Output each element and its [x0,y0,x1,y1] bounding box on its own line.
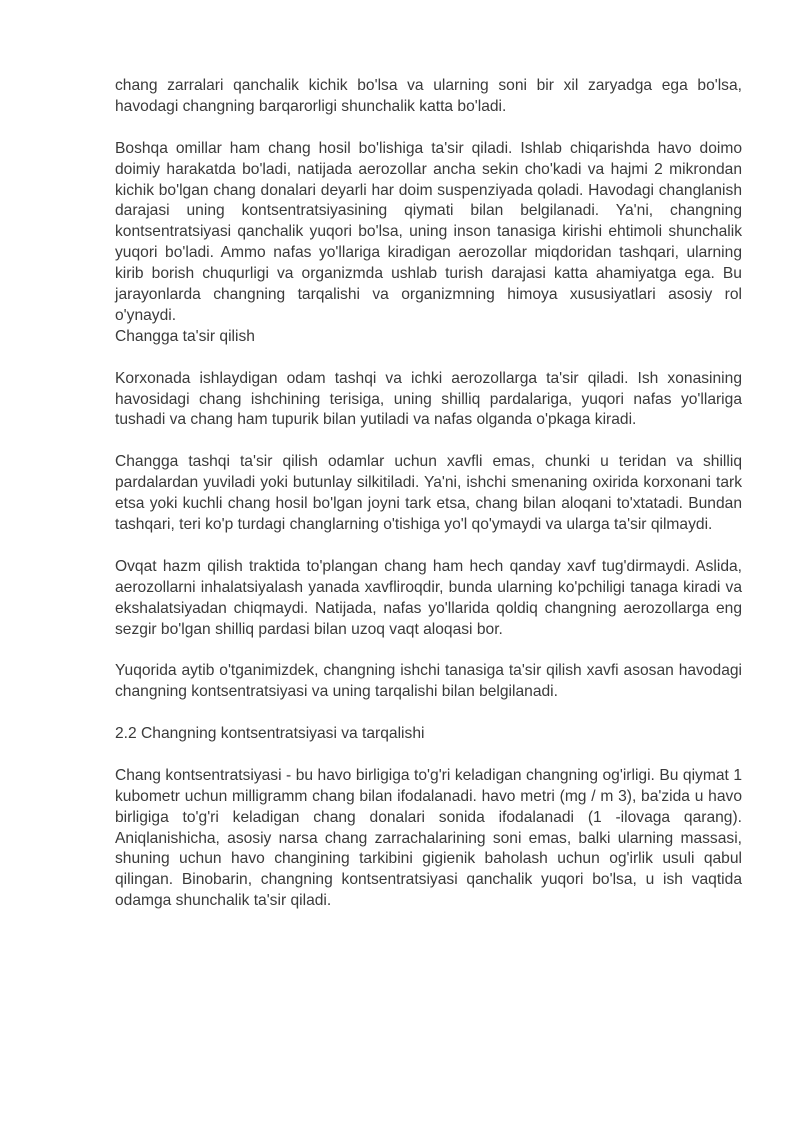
paragraph-workplace-aerosols: Korxonada ishlaydigan odam tashqi va ichki aerozollarga ta'sir qiladi. Ish xonasining havosidagi chang ishchining terisiga, uning shilliq pardalariga, yuqori nafas yo'llariga tushadi va chang ham tupurik bilan yutiladi va nafas olganda o'pkaga kiradi. [115,369,742,429]
paragraph-dust-concentration-definition: Chang kontsentratsiyasi - bu havo birligiga to'g'ri keladigan changning og'irligi. Bu qiymat 1 kubometr uchun milligramm chang bilan ifodalanadi. havo metri (mg / m 3), ba'zida u havo birligiga to'g'ri keladigan chang donalari sonida ifodalanadi (1 -ilovaga qarang). Aniqlanishicha, asosiy narsa chang zarrachalarining soni emas, balki ularning massasi, shuning uchun havo changining tarkibini gigienik baholash uchun og'irlik usuli qabul qilingan. Binobarin, changning kontsentratsiyasi qanchalik yuqori bo'lsa, u ish vaqtida odamga shunchalik ta'sir qiladi. [115,766,742,910]
section-heading-concentration-distribution: 2.2 Changning kontsentratsiyasi va tarqalishi [115,725,425,742]
paragraph-digestive-tract: Ovqat hazm qilish traktida to'plangan chang ham hech qanday xavf tug'dirmaydi. Aslida, aerozollarni inhalatsiyalash yanada xavfliroqdir, bunda ularning ko'pchiligi tanaga kiradi va ekshalatsiyadan chiqmaydi. Natijada, nafas yo'llarida qoldiq changning aerozollarga eng sezgir bo'lgan shilliq pardasi bilan uzoq vaqt aloqasi bor. [115,557,742,638]
document-page [115,76,742,933]
section-heading-dust-exposure: Changga ta'sir qilish [115,327,255,345]
paragraph-particle-stability: chang zarralari qanchalik kichik bo'lsa va ularning soni bir xil zaryadga ega bo'lsa, havodagi changning barqarorligi shunchalik katta bo'ladi. [115,77,742,115]
paragraph-external-exposure: Changga tashqi ta'sir qilish odamlar uchun xavfli emas, chunki u teridan va shilliq pardalardan yuviladi yoki butunlay silkitiladi. Ya'ni, ishchi smenaning oxirida korxonani tark etsa yoki kuchli chang hosil bo'lgan joyni tark etsa, chang bilan aloqani to'xtatadi. Bundan tashqari, teri ko'p turdagi changlarning o'tishiga yo'l qo'ymaydi va ularga ta'sir qilmaydi. [115,453,742,533]
paragraph-dust-formation-factors: Boshqa omillar ham chang hosil bo'lishiga ta'sir qiladi. Ishlab chiqarishda havo doimo doimiy harakatda bo'ladi, natijada aerozollar ancha sekin cho'kadi va hajmi 2 mikrondan kichik bo'lgan chang donalari deyarli har doim suspenziyada qoladi. Havodagi changlanish darajasi uning kontsentratsiyasining qiymati bilan belgilanadi. Ya'ni, changning kontsentratsiyasi qanchalik yuqori bo'lsa, uning inson tanasiga kirishi ehtimoli shunchalik yuqori bo'ladi. Ammo nafas yo'llariga kiradigan aerozollar miqdoridan tashqari, ularning kirib borish chuqurligi va organizmda ushlab turish darajasi katta ahamiyatga ega. Bu jarayonlarda changning tarqalishi va organizmning himoya xususiyatlari asosiy rol o'ynaydi. [115,139,742,324]
paragraph-exposure-risk-summary: Yuqorida aytib o'tganimizdek, changning ishchi tanasiga ta'sir qilish xavfi asosan havodagi changning kontsentratsiyasi va uning tarqalishi bilan belgilanadi. [115,662,742,701]
